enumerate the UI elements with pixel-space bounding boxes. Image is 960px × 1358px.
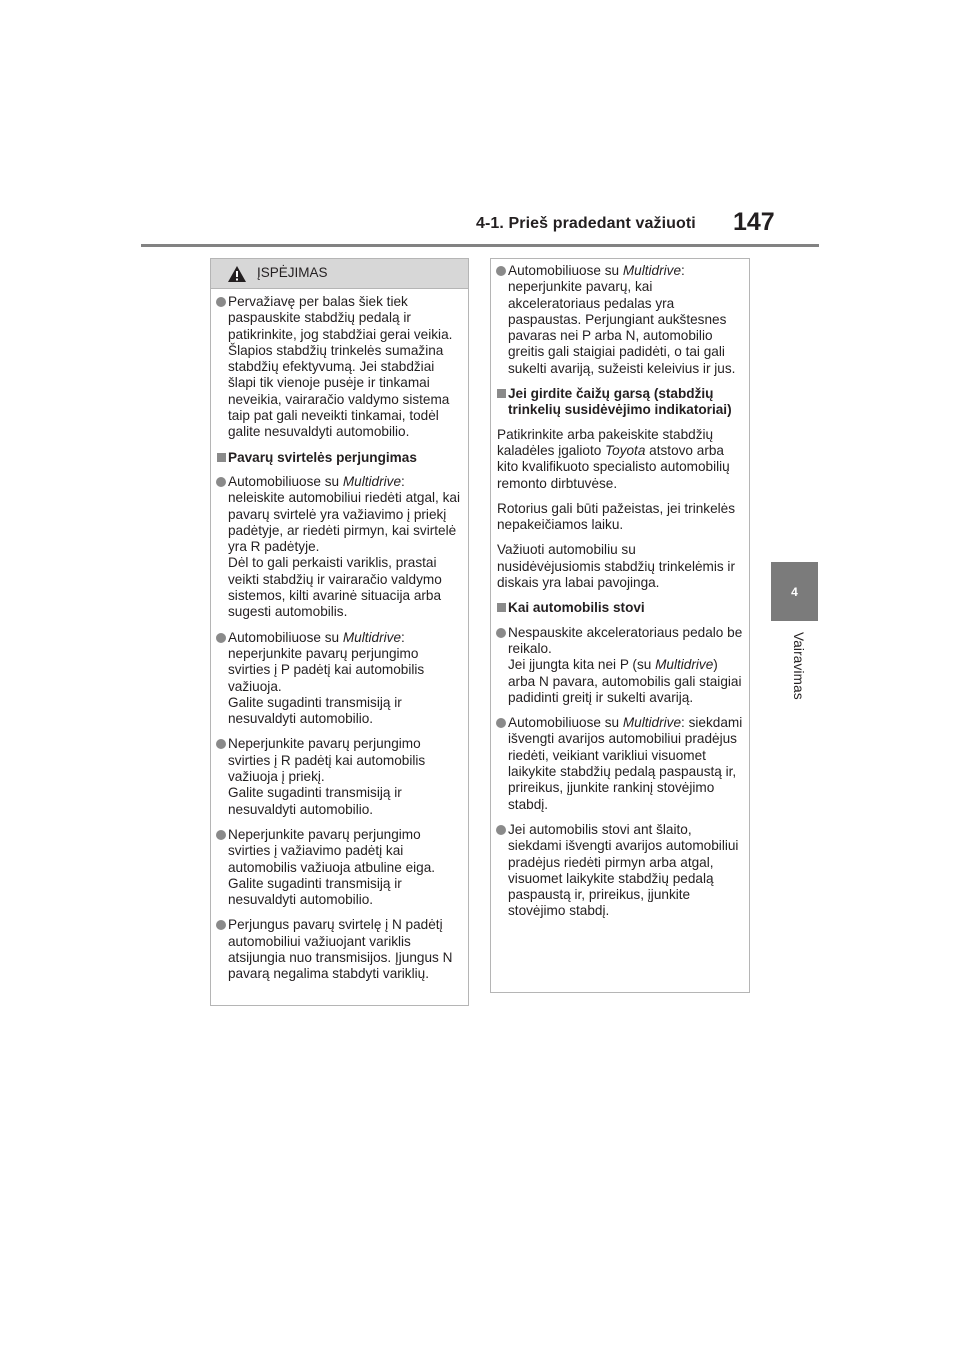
section-heading — [497, 386, 743, 419]
bullet-dot-icon — [216, 920, 226, 930]
warning-item — [217, 917, 462, 982]
item-text: Automobiliuose su Multidrive: neperjunkite pavarų, kai akceleratoriaus pedalas yra paspaustas. Perjungiant aukštesnes pavaras nei P arba N, automobilio greitis gali staigiai padidėti, o tai gali sukelti avariją, sužeisti keleivius ir jus. — [508, 263, 736, 376]
item-text: Jei automobilis stovi ant šlaito, siekdami išvengti avarijos automobiliui pradėjus riedėti pirmyn arba atgal, visuomet laikykite stabdžių pedalą paspaustą ir, prireikus, įjunkite stovėjimo stabdį. — [508, 821, 739, 919]
heading-text: Pavarų svirtelės perjungimas — [228, 449, 417, 465]
paragraph: Patikrinkite arba pakeiskite stabdžių kaladėles įgalioto Toyota atstovo arba kito kvalifikuoto specialisto automobilių remonto dirbtuvėse. — [497, 426, 730, 491]
item-text: Pervažiavę per balas šiek tiek paspauskite stabdžių pedalą ir patikrinkite, jog stabdžiai gerai veikia. Šlapios stabdžių trinkelės sumažina stabdžių efektyvumą. Jei stabdžiai šlapi tik vienoje pusėje ir tinkamai neveikia, vairaračio valdymo sistema taip pat gali neveikti tinkamai, todėl galite nesuvaldyti automobilio. — [228, 294, 453, 440]
warning-item — [217, 827, 462, 908]
bullet-dot-icon — [216, 830, 226, 840]
bullet-dot-icon — [216, 739, 226, 749]
warning-box — [210, 258, 469, 1006]
warning-box-continued — [490, 258, 750, 993]
bullet-dot-icon — [496, 266, 506, 276]
item-text: Nespauskite akceleratoriaus pedalo be reikalo. Jei įjungta kita nei P (su Multidrive) arba N pavara, automobilis gali staigiai padidinti greitį ir sukelti avariją. — [508, 624, 743, 705]
square-bullet-icon — [497, 389, 506, 398]
bullet-dot-icon — [216, 633, 226, 643]
header-divider — [141, 244, 819, 247]
warning-item — [497, 715, 743, 813]
chapter-label: Vairavimas — [791, 632, 806, 700]
square-bullet-icon — [497, 603, 506, 612]
chapter-tab — [771, 562, 818, 621]
bullet-dot-icon — [216, 477, 226, 487]
item-text: Automobiliuose su Multidrive: neleiskite automobiliui riedėti atgal, kai pavarų svirtelė yra važiavimo į priekį padėtyje, ar riedėti pirmyn, kai svirtelė yra R padėtyje. Dėl to gali perkaisti variklis, prastai veikti stabdžių ir vairaračio valdymo sistemos, kilti avarinė situacija arba sugesti automobilis. — [228, 473, 460, 620]
warning-item — [217, 630, 462, 728]
section-heading — [497, 600, 743, 616]
warning-item — [497, 822, 743, 920]
warning-item — [217, 474, 462, 621]
warning-header — [211, 259, 468, 289]
paragraph: Važiuoti automobiliu su nusidėvėjusiomis stabdžių trinkelėmis ir diskais yra labai pavojinga. — [497, 542, 735, 591]
warning-title: ĮSPĖJIMAS — [257, 265, 328, 281]
paragraph: Rotorius gali būti pažeistas, jei trinkelės nepakeičiamos laiku. — [497, 500, 736, 533]
warning-item — [497, 625, 743, 706]
item-text: Perjungus pavarų svirtelę į N padėtį automobiliui važiuojant variklis atsijungia nuo transmisijos. Įjungus N pavarą negalima stabdyti variklių. — [228, 917, 453, 982]
item-text: Neperjunkite pavarų perjungimo svirties į R padėtį kai automobilis važiuoja į priekį. Galite sugadinti transmisiją ir nesuvaldyti automobilio. — [228, 736, 426, 817]
warning-item — [217, 294, 462, 441]
bullet-dot-icon — [496, 718, 506, 728]
chapter-number: 4 — [791, 584, 798, 599]
heading-text: Kai automobilis stovi — [508, 600, 645, 616]
square-bullet-icon — [217, 453, 226, 462]
bullet-dot-icon — [216, 297, 226, 307]
page-number: 147 — [733, 208, 775, 236]
warning-item — [497, 263, 743, 377]
section-title: 4-1. Prieš pradedant važiuoti — [476, 215, 696, 232]
bullet-dot-icon — [496, 825, 506, 835]
heading-text: Jei girdite čaižų garsą (stabdžių trinkelių susidėvėjimo indikatoriai) — [508, 386, 732, 418]
item-text: Automobiliuose su Multidrive: siekdami išvengti avarijos automobiliui pradėjus riedėti, veikiant varikliui visuomet laikykite stabdžių pedalą paspaustą ir, prireikus, įjunkite rankinį stovėjimo stabdį. — [508, 715, 743, 812]
item-text: Automobiliuose su Multidrive: neperjunkite pavarų perjungimo svirties į P padėtį kai automobilis važiuoja. Galite sugadinti transmisiją ir nesuvaldyti automobilio. — [228, 629, 425, 727]
bullet-dot-icon — [496, 628, 506, 638]
warning-item — [217, 736, 462, 817]
section-heading — [217, 450, 462, 466]
warning-triangle-icon — [227, 265, 247, 283]
item-text: Neperjunkite pavarų perjungimo svirties į važiavimo padėtį kai automobilis važiuoja atbuline eiga. Galite sugadinti transmisiją ir nesuvaldyti automobilio. — [228, 826, 436, 908]
